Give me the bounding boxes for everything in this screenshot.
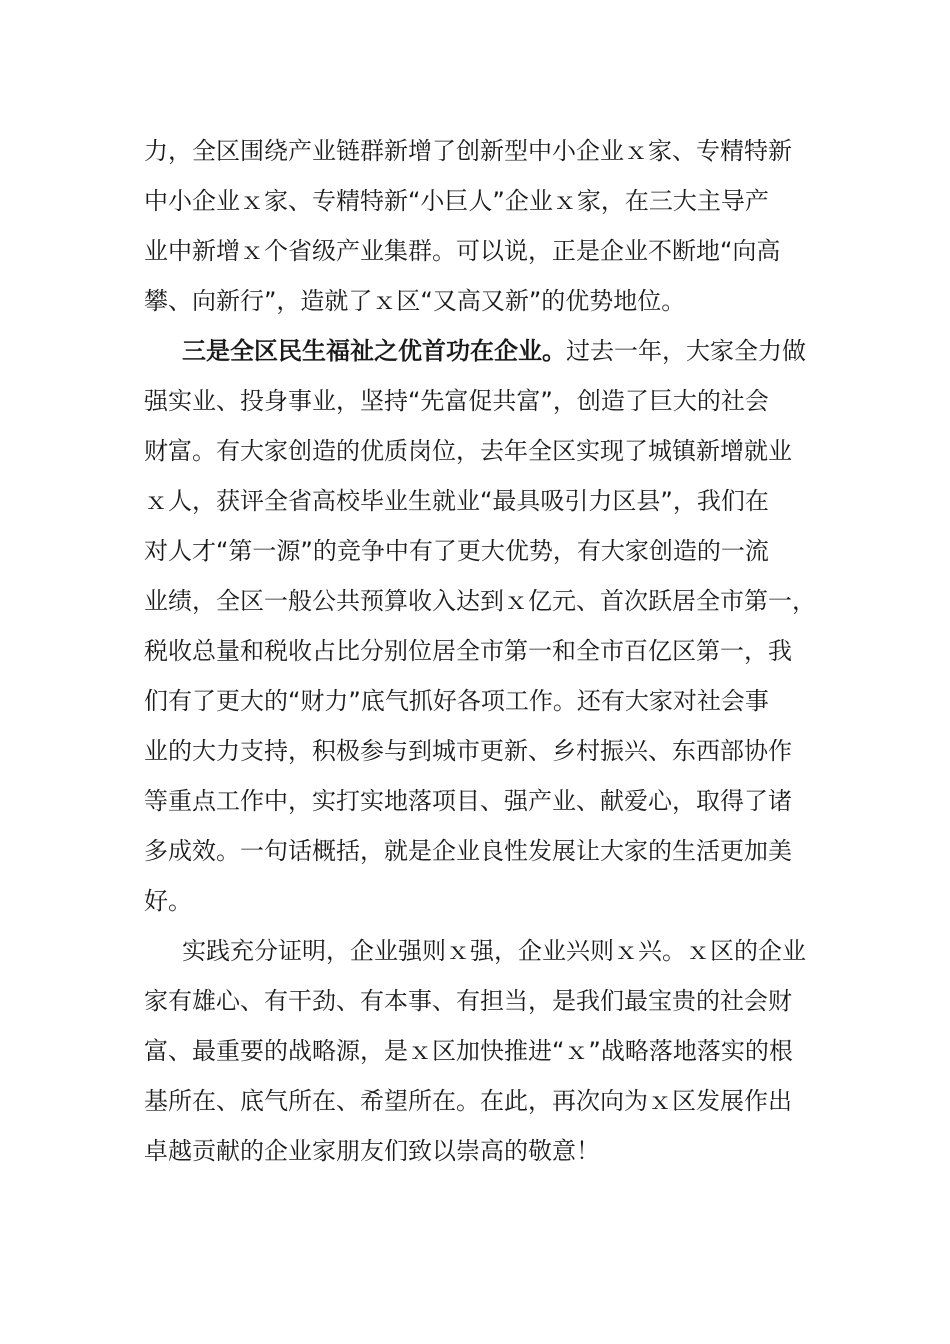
text-line: 财富。有大家创造的优质岗位，去年全区实现了城镇新增就业: [144, 437, 792, 465]
text-line: 好。: [144, 887, 192, 915]
text-line: 卓越贡献的企业家朋友们致以崇高的敬意！: [144, 1137, 600, 1165]
text-line: 税收总量和税收占比分别位居全市第一和全市百亿区第一，我: [144, 637, 792, 665]
text-span: 过去一年，大家全力做: [566, 337, 806, 365]
text-line: 力，全区围绕产业链群新增了创新型中小企业ｘ家、专精特新: [144, 137, 792, 165]
text-line: 中小企业ｘ家、专精特新“小巨人”企业ｘ家，在三大主导产: [144, 187, 769, 215]
paragraph-1: [144, 126, 808, 326]
paragraph-3: [144, 926, 808, 1176]
text-line: [144, 326, 808, 376]
text-line: 对人才“第一源”的竞争中有了更大优势，有大家创造的一流: [144, 537, 769, 565]
document-body: [144, 126, 816, 1176]
text-line: 强实业、投身事业，坚持“先富促共富”，创造了巨大的社会: [144, 387, 769, 415]
text-line: ｘ人，获评全省高校毕业生就业“最具吸引力区县”，我们在: [144, 487, 769, 515]
text-line: 业绩，全区一般公共预算收入达到ｘ亿元、首次跃居全市第一，: [144, 587, 816, 615]
text-line: 攀、向新行”，造就了ｘ区“又高又新”的优势地位。: [144, 287, 686, 315]
text-line: 业的大力支持，积极参与到城市更新、乡村振兴、东西部协作: [144, 737, 792, 765]
text-line: 们有了更大的“财力”底气抓好各项工作。还有大家对社会事: [144, 687, 769, 715]
text-line: 家有雄心、有干劲、有本事、有担当，是我们最宝贵的社会财: [144, 987, 792, 1015]
text-line: 基所在、底气所在、希望所在。在此，再次向为ｘ区发展作出: [144, 1087, 792, 1115]
text-line: 富、最重要的战略源，是ｘ区加快推进“ｘ”战略落地落实的根: [144, 1037, 793, 1065]
text-line: 等重点工作中，实打实地落项目、强产业、献爱心，取得了诸: [144, 787, 792, 815]
paragraph-2: [144, 326, 816, 926]
text-line: 业中新增ｘ个省级产业集群。可以说，正是企业不断地“向高: [144, 237, 781, 265]
text-line: 多成效。一句话概括，就是企业良性发展让大家的生活更加美: [144, 837, 792, 865]
paragraph-heading: 三是全区民生福祉之优首功在企业。: [182, 337, 566, 365]
text-line: 实践充分证明，企业强则ｘ强，企业兴则ｘ兴。ｘ区的企业: [182, 937, 806, 965]
